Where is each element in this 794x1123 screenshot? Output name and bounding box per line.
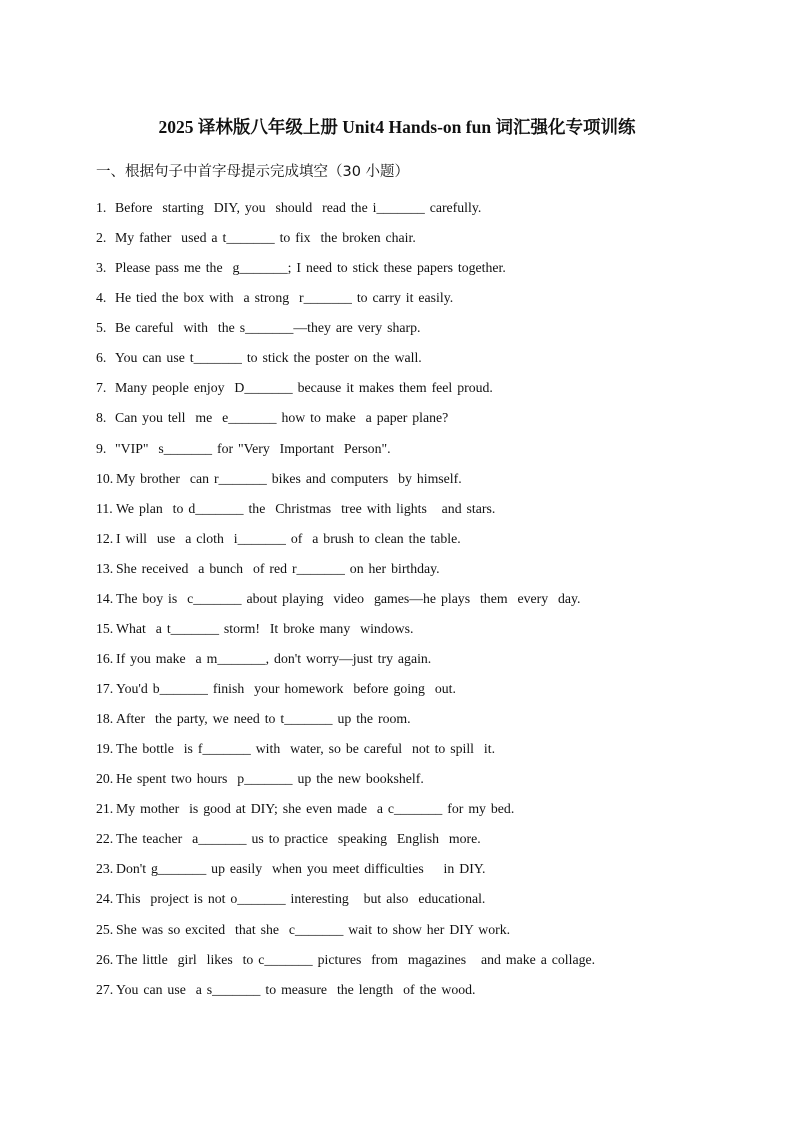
- question-item: [96, 890, 716, 920]
- question-item: [96, 379, 716, 409]
- question-number: 17.: [96, 681, 114, 696]
- question-number: 22.: [96, 831, 114, 847]
- question-text: My brother can r_______ bikes and computers by himself.: [116, 470, 462, 486]
- question-number: 9.: [96, 440, 107, 456]
- question-number: 13.: [96, 560, 114, 576]
- question-text: Can you tell me e_______ how to make a paper plane?: [115, 410, 449, 426]
- question-text: Before starting DIY, you should read the i_______ carefully.: [115, 200, 482, 215]
- question-text: We plan to d_______ the Christmas tree with lights and stars.: [116, 500, 496, 516]
- question-text: The little girl likes to c_______ pictures from magazines and make a collage.: [116, 951, 596, 967]
- question-text: You can use a s_______ to measure the length of the wood.: [116, 981, 476, 997]
- question-item: [96, 951, 716, 981]
- question-text: My mother is good at DIY; she even made a c_______ for my bed.: [116, 801, 515, 817]
- question-number: 25.: [96, 921, 114, 937]
- question-text: After the party, we need to t_______ up the room.: [116, 711, 411, 727]
- question-item: [96, 470, 716, 500]
- question-number: 11.: [96, 500, 113, 516]
- question-item: [96, 229, 716, 259]
- document-title: 2025 译林版八年级上册 Unit4 Hands-on fun 词汇强化专项训练: [158, 117, 636, 137]
- question-item: [96, 289, 716, 319]
- question-text: She was so excited that she c_______ wait to show her DIY work.: [116, 921, 511, 937]
- question-item: [96, 921, 716, 951]
- question-item: [96, 500, 716, 530]
- question-item: [96, 349, 716, 379]
- question-item: [96, 560, 716, 590]
- question-text: Don't g_______ up easily when you meet difficulties in DIY.: [116, 861, 486, 877]
- question-number: 26.: [96, 951, 114, 967]
- question-number: 1.: [96, 200, 107, 215]
- question-text: Be careful with the s_______—they are very sharp.: [115, 320, 421, 336]
- question-text: You can use t_______ to stick the poster on the wall.: [115, 350, 422, 366]
- question-number: 6.: [96, 350, 107, 366]
- question-number: 21.: [96, 801, 114, 817]
- question-item: [96, 530, 716, 560]
- question-text: You'd b_______ finish your homework before going out.: [116, 681, 456, 696]
- question-item: [96, 650, 716, 680]
- question-text: What a t_______ storm! It broke many windows.: [116, 620, 414, 636]
- question-text: If you make a m_______, don't worry—just try again.: [116, 650, 432, 666]
- question-item: [96, 770, 716, 800]
- question-number: 10.: [96, 470, 114, 486]
- question-item: [96, 319, 716, 349]
- question-text: He tied the box with a strong r_______ to carry it easily.: [115, 290, 454, 306]
- question-number: 4.: [96, 290, 107, 306]
- question-item: [96, 440, 716, 470]
- question-item: [96, 259, 716, 289]
- question-text: He spent two hours p_______ up the new bookshelf.: [116, 771, 424, 787]
- question-item: [96, 710, 716, 740]
- question-number: 19.: [96, 741, 114, 757]
- question-number: 18.: [96, 711, 114, 727]
- question-item: [96, 409, 716, 439]
- question-number: 12.: [96, 530, 114, 546]
- question-number: 5.: [96, 320, 107, 336]
- question-item: [96, 830, 716, 860]
- question-text: Please pass me the g_______; I need to stick these papers together.: [115, 260, 506, 276]
- question-text: The teacher a_______ us to practice speaking English more.: [116, 831, 481, 847]
- question-text: The boy is c_______ about playing video games—he plays them every day.: [116, 590, 581, 606]
- question-number: 23.: [96, 861, 114, 877]
- question-number: 24.: [96, 891, 114, 907]
- question-item: [96, 199, 716, 229]
- question-number: 3.: [96, 260, 107, 276]
- question-list: [96, 199, 716, 1011]
- question-text: This project is not o_______ interesting but also educational.: [116, 891, 486, 907]
- question-text: I will use a cloth i_______ of a brush to clean the table.: [116, 530, 461, 546]
- question-text: The bottle is f_______ with water, so be careful not to spill it.: [116, 741, 496, 757]
- question-item: [96, 981, 716, 1011]
- question-item: [96, 800, 716, 830]
- question-text: Many people enjoy D_______ because it makes them feel proud.: [115, 380, 493, 396]
- question-text: My father used a t_______ to fix the broken chair.: [115, 230, 416, 246]
- question-text: She received a bunch of red r_______ on her birthday.: [116, 560, 440, 576]
- question-number: 2.: [96, 230, 107, 246]
- question-item: [96, 620, 716, 650]
- question-number: 7.: [96, 380, 107, 396]
- question-text: "VIP" s_______ for "Very Important Person".: [115, 440, 391, 456]
- question-item: [96, 680, 716, 710]
- section-heading: 一、根据句子中首字母提示完成填空（30 小题）: [96, 164, 410, 180]
- question-number: 27.: [96, 981, 114, 997]
- question-number: 16.: [96, 650, 114, 666]
- question-number: 20.: [96, 771, 114, 787]
- question-item: [96, 590, 716, 620]
- question-number: 15.: [96, 620, 114, 636]
- question-item: [96, 860, 716, 890]
- question-item: [96, 740, 716, 770]
- question-number: 14.: [96, 590, 114, 606]
- question-number: 8.: [96, 410, 107, 426]
